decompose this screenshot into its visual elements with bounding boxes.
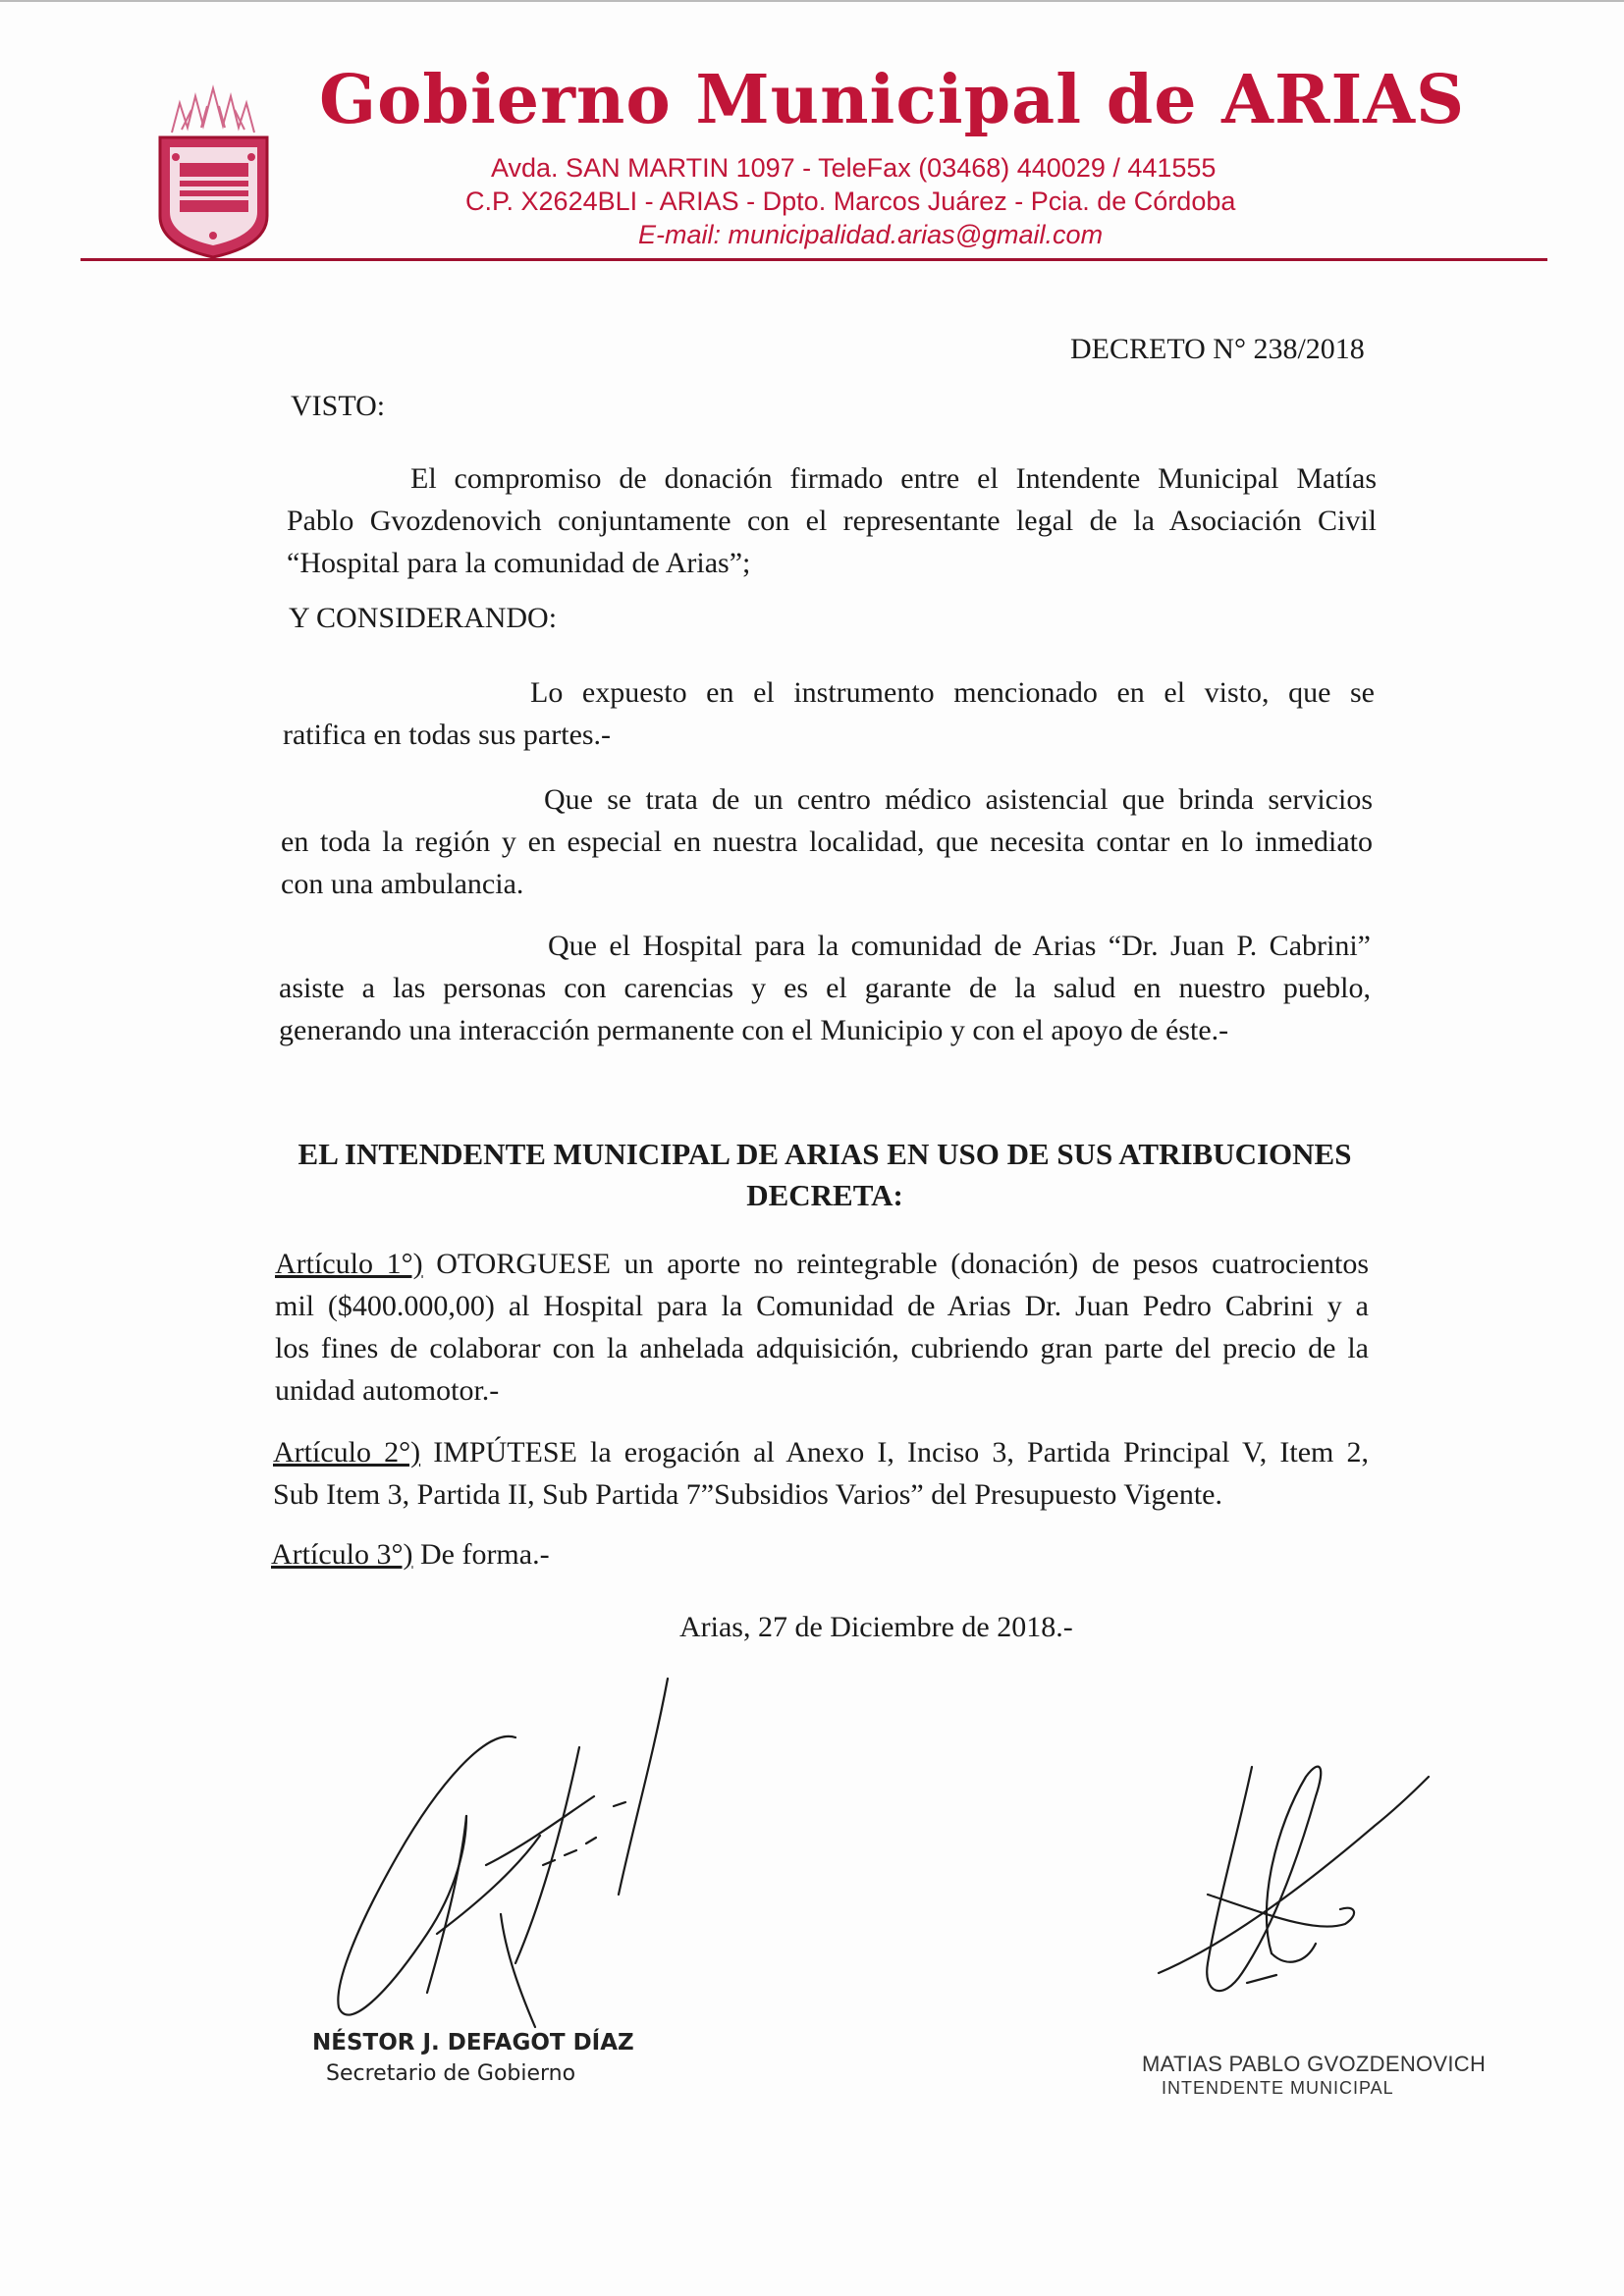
resolution-heading — [285, 1134, 1365, 1216]
decree-number: DECRETO N° 238/2018 — [1070, 333, 1365, 365]
signature-2-handwriting — [1149, 1718, 1443, 2012]
article-label: Artículo 1°) — [275, 1248, 423, 1280]
considerando-line: Que se trata de un centro médico asistencial que brinda servicios — [544, 783, 1373, 816]
visto-line: Pablo Gvozdenovich conjuntamente con el representante legal de la Asociación Civil — [287, 505, 1377, 537]
visto-line: “Hospital para la comunidad de Arias”; — [287, 547, 751, 579]
letterhead-address: Avda. SAN MARTIN 1097 - TeleFax (03468) 440029 / 441555 — [491, 153, 1217, 183]
considerando-line: generando una interacción permanente con el Municipio y con el apoyo de éste.- — [279, 1014, 1229, 1046]
resolution-line-1: EL INTENDENTE MUNICIPAL DE ARIAS EN USO DE SUS ATRIBUCIONES — [298, 1137, 1352, 1171]
letterhead-email: E-mail: municipalidad.arias@gmail.com — [638, 220, 1104, 249]
letterhead-divider — [81, 258, 1547, 261]
article-label: Artículo 2°) — [273, 1436, 421, 1468]
date-line: Arias, 27 de Diciembre de 2018.- — [679, 1611, 1073, 1643]
considerando-line: con una ambulancia. — [281, 868, 524, 900]
letterhead-title: Gobierno Municipal de ARIAS — [319, 61, 1466, 139]
resolution-line-2: DECRETA: — [746, 1178, 903, 1212]
article-text: los fines de colaborar con la anhelada adquisición, cubriendo gran parte del precio de la — [275, 1332, 1369, 1364]
signature-2-role: INTENDENTE MUNICIPAL — [1162, 2078, 1394, 2098]
considerando-line: en toda la región y en especial en nuestra localidad, que necesita contar en lo inmediato — [281, 826, 1373, 858]
considerando-line: ratifica en todas sus partes.- — [283, 719, 612, 751]
letterhead-postal: C.P. X2624BLI - ARIAS - Dpto. Marcos Juárez - Pcia. de Córdoba — [465, 187, 1236, 216]
article-text: Sub Item 3, Partida II, Sub Partida 7”Subsidios Varios” del Presupuesto Vigente. — [273, 1478, 1222, 1511]
considerando-paragraph-1 — [283, 671, 1375, 756]
visto-paragraph — [287, 457, 1377, 584]
visto-line: El compromiso de donación firmado entre el Intendente Municipal Matías — [410, 462, 1377, 495]
signature-1-handwriting — [319, 1669, 731, 2042]
signature-2-name: MATIAS PABLO GVOZDENOVICH — [1142, 2052, 1487, 2076]
considerando-line: Lo expuesto en el instrumento mencionado en el visto, que se — [530, 676, 1375, 709]
article-text: unidad automotor.- — [275, 1374, 500, 1407]
scan-edge — [0, 0, 1624, 2]
article-text: De forma.- — [412, 1538, 550, 1571]
article-label: Artículo 3°) — [271, 1538, 413, 1571]
signature-1-role: Secretario de Gobierno — [326, 2061, 576, 2086]
considerando-line: Que el Hospital para la comunidad de Arias “Dr. Juan P. Cabrini” — [548, 930, 1371, 962]
considerando-line: asiste a las personas con carencias y es el garante de la salud en nuestro pueblo, — [279, 972, 1371, 1004]
article-2 — [273, 1431, 1369, 1516]
considerando-paragraph-2 — [281, 778, 1373, 905]
considerando-paragraph-3 — [279, 925, 1371, 1051]
article-text: OTORGUESE un aporte no reintegrable (donación) de pesos cuatrocientos — [422, 1248, 1369, 1280]
article-3 — [271, 1533, 860, 1575]
article-1 — [275, 1243, 1369, 1412]
municipal-crest-icon — [152, 79, 275, 260]
considerando-heading: Y CONSIDERANDO: — [289, 602, 558, 634]
visto-heading: VISTO: — [291, 390, 386, 422]
article-text: mil ($400.000,00) al Hospital para la Comunidad de Arias Dr. Juan Pedro Cabrini y a — [275, 1290, 1369, 1322]
article-text: IMPÚTESE la erogación al Anexo I, Inciso 3, Partida Principal V, Item 2, — [420, 1436, 1369, 1468]
signature-1-name: NÉSTOR J. DEFAGOT DÍAZ — [312, 2030, 634, 2056]
